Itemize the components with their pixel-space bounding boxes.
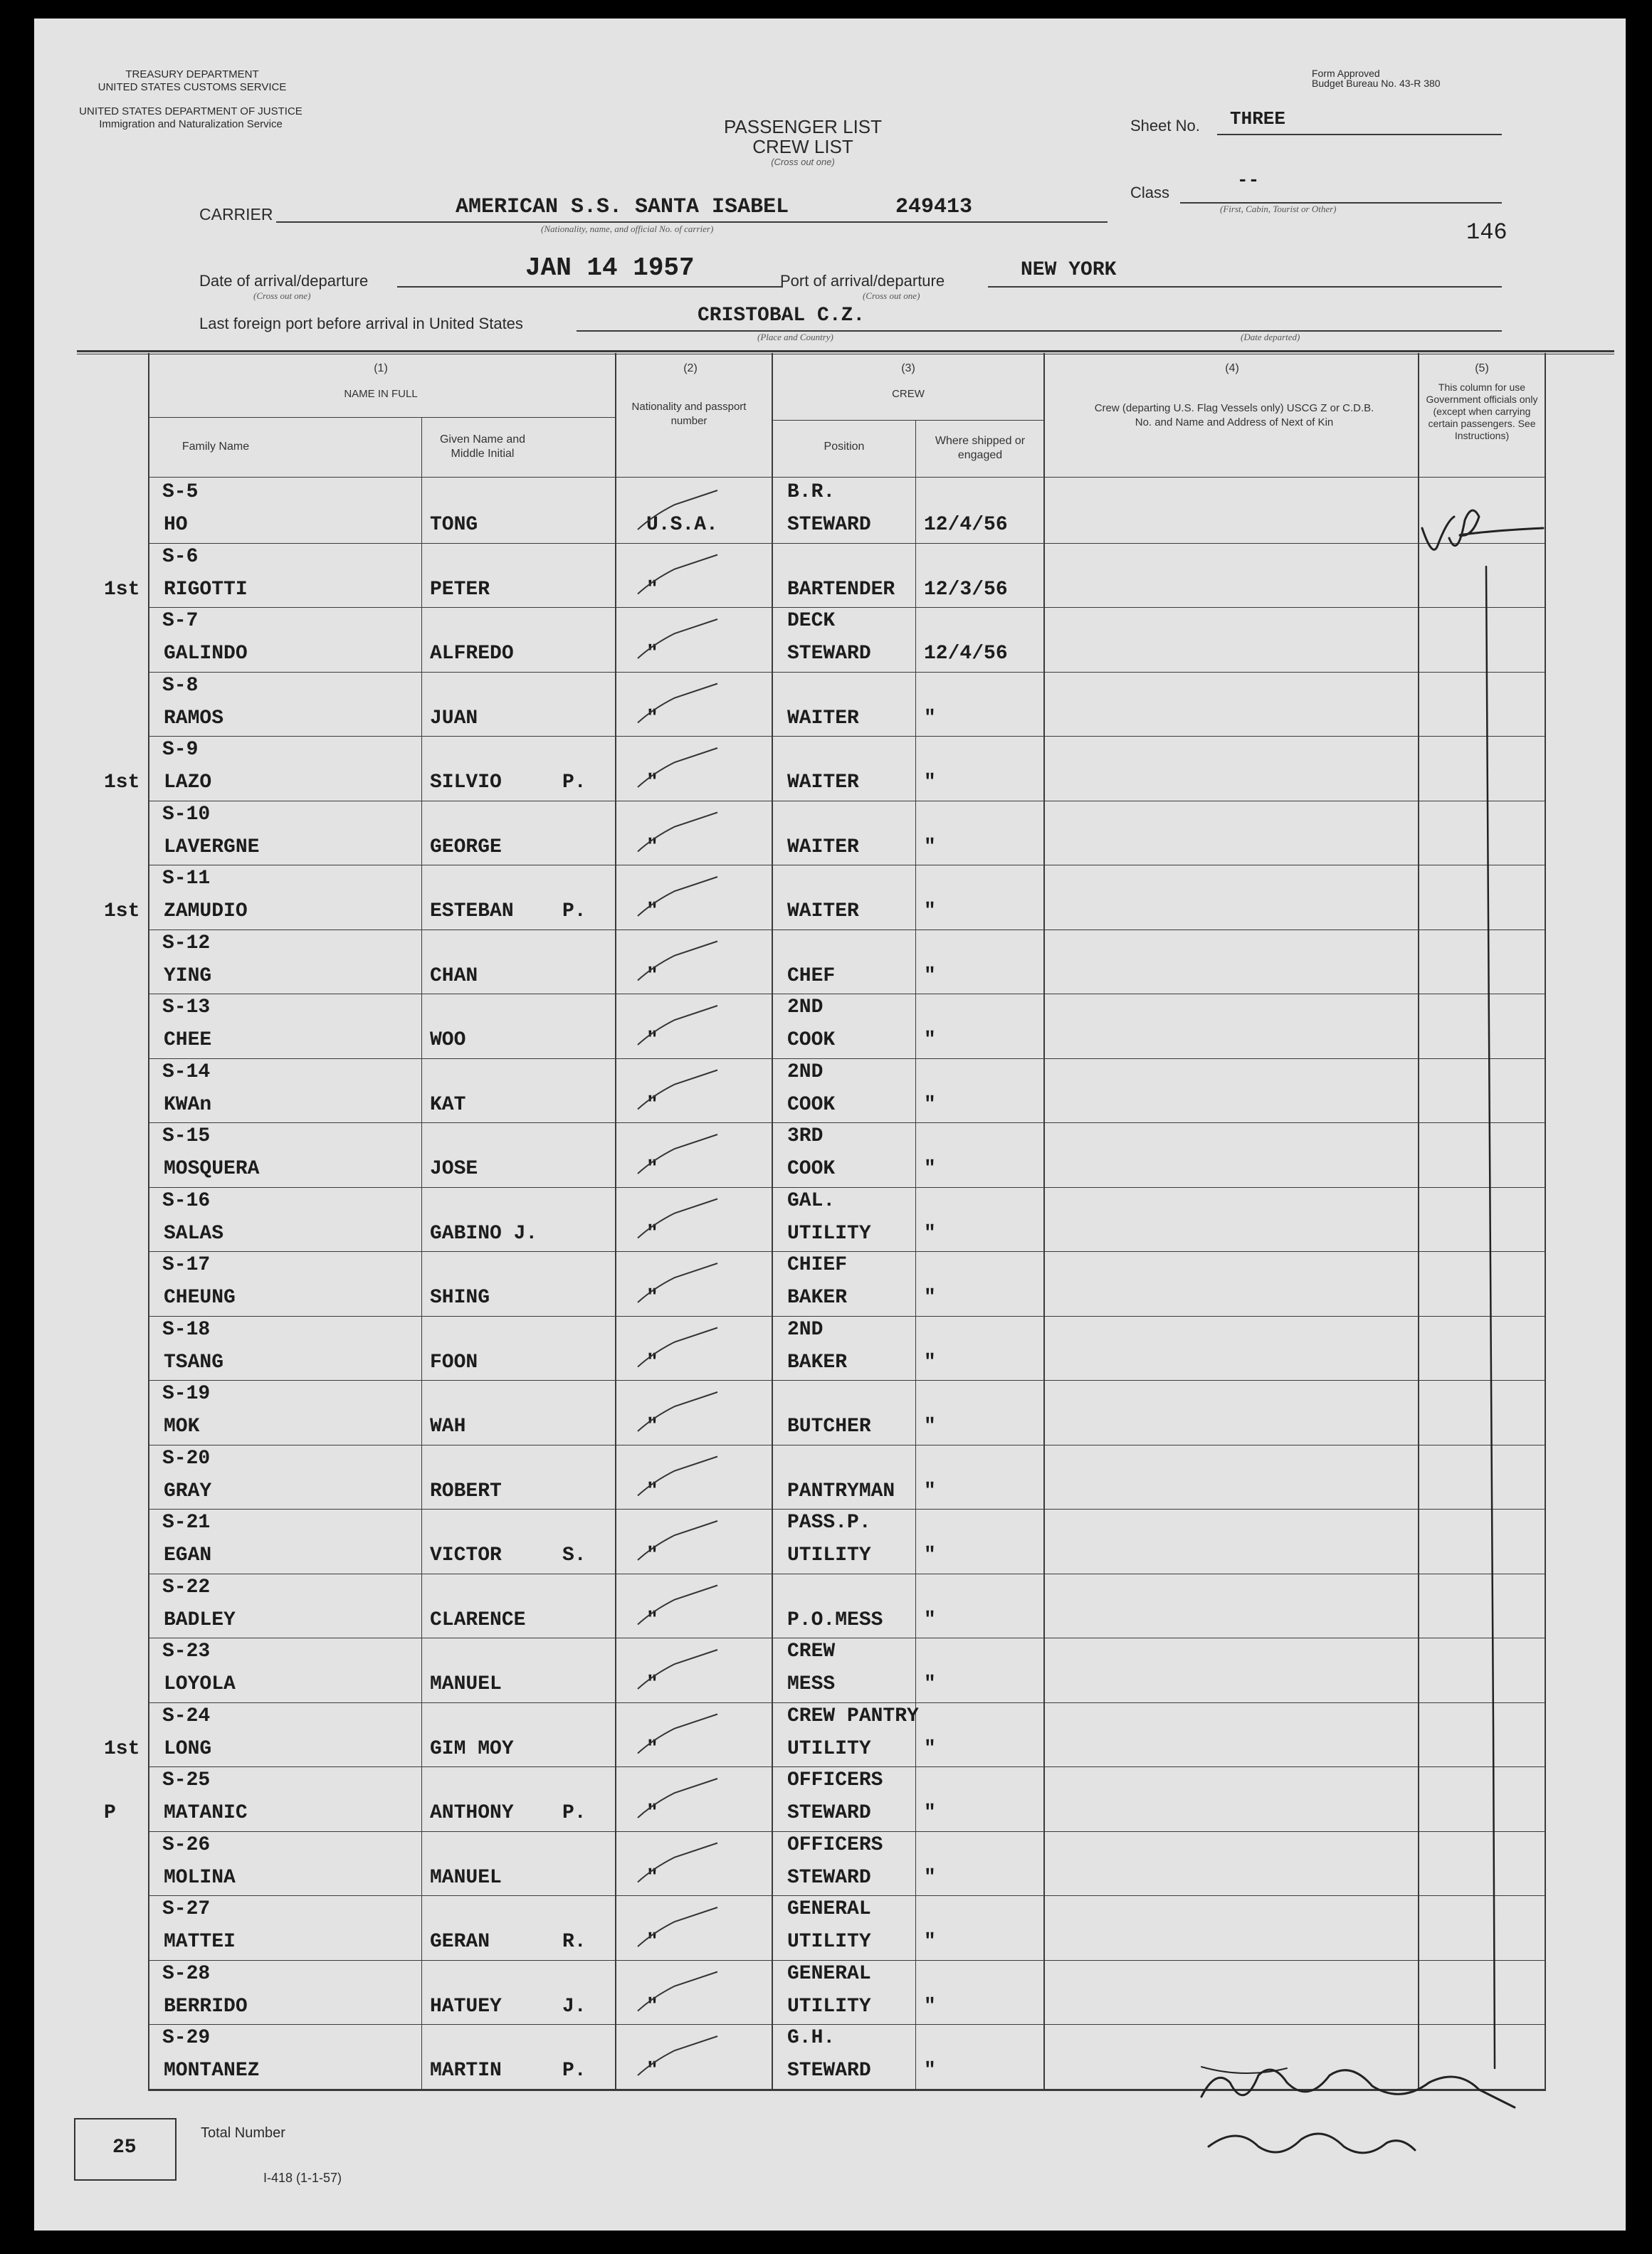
nationality: ": [646, 836, 658, 858]
row-id: S-28: [162, 1962, 211, 1985]
given-name: SHING: [430, 1287, 490, 1309]
place-hint: (Place and Country): [757, 332, 833, 342]
class-value: --: [1237, 169, 1260, 191]
col-where-shipped: Where shipped or engaged: [935, 435, 1026, 461]
total-value: 25: [112, 2137, 137, 2159]
given-name: ROBERT: [430, 1480, 502, 1502]
nationality: ": [646, 964, 658, 987]
row-id: S-18: [162, 1318, 211, 1341]
check-stroke: [638, 1779, 717, 1818]
family-name: KWAn: [164, 1093, 212, 1116]
position-line-2: STEWARD: [787, 514, 871, 536]
class-label: Class: [1130, 184, 1170, 201]
middle-initial: J.: [562, 1995, 586, 2018]
position-line-2: BUTCHER: [787, 1416, 871, 1438]
position-line-2: WAITER: [787, 900, 859, 922]
check-stroke: [638, 2036, 717, 2075]
given-name: HATUEY: [430, 1995, 502, 2018]
signature-line-1: [1201, 2070, 1515, 2107]
family-name: CHEUNG: [164, 1287, 236, 1309]
family-name: MATTEI: [164, 1931, 236, 1953]
where-shipped: ": [924, 1866, 936, 1889]
check-stroke: [638, 748, 717, 787]
check-stroke: [638, 1907, 717, 1947]
where-shipped: ": [924, 1673, 936, 1695]
nationality: ": [646, 2060, 658, 2082]
row-id: S-11: [162, 868, 211, 890]
given-name: MARTIN: [430, 2060, 502, 2082]
nationality: ": [646, 1287, 658, 1309]
check-stroke: [638, 1843, 717, 1882]
where-shipped: ": [924, 1931, 936, 1953]
row-id: S-7: [162, 610, 199, 632]
nationality: ": [646, 1351, 658, 1374]
given-name: KAT: [430, 1093, 466, 1116]
check-stroke: [638, 1006, 717, 1045]
where-shipped: ": [924, 1544, 936, 1566]
customs-label: UNITED STATES CUSTOMS SERVICE: [98, 81, 287, 93]
treasury-label: TREASURY DEPARTMENT: [125, 68, 259, 80]
family-name: SALAS: [164, 1222, 224, 1245]
given-name: SILVIO: [430, 771, 502, 794]
where-shipped: 12/4/56: [924, 514, 1008, 536]
given-name: WOO: [430, 1029, 466, 1051]
row-id: S-13: [162, 996, 211, 1018]
middle-initial: S.: [562, 1544, 586, 1566]
col4-title: Crew (departing U.S. Flag Vessels only) USCG Z or C.D.B. No. and Name and Address of Next of Kin: [1094, 402, 1374, 428]
title-cross-hint: (Cross out one): [771, 157, 835, 167]
given-name: PETER: [430, 578, 490, 601]
nationality: ": [646, 1673, 658, 1695]
given-name: MANUEL: [430, 1673, 502, 1695]
nationality: ": [646, 578, 658, 601]
port-value: NEW YORK: [1021, 259, 1117, 281]
given-name: ESTEBAN: [430, 900, 514, 922]
where-shipped: ": [924, 1158, 936, 1180]
sheet-label: Sheet No.: [1130, 117, 1200, 135]
col-position: Position: [824, 441, 865, 453]
date-departed-hint: (Date departed): [1241, 332, 1300, 342]
position-line-2: CHEF: [787, 964, 836, 987]
given-name: GIM MOY: [430, 1737, 514, 1760]
where-shipped: ": [924, 900, 936, 922]
nationality: ": [646, 1222, 658, 1245]
port-label: Port of arrival/departure: [780, 272, 945, 290]
row-id: S-16: [162, 1189, 211, 1212]
check-stroke: [638, 942, 717, 981]
nationality: ": [646, 1093, 658, 1116]
where-shipped: ": [924, 707, 936, 730]
middle-initial: P.: [562, 1802, 586, 1824]
given-name: GABINO J.: [430, 1222, 538, 1245]
where-shipped: ": [924, 836, 936, 858]
row-id: S-19: [162, 1383, 211, 1405]
family-name: BERRIDO: [164, 1995, 248, 2018]
middle-initial: P.: [562, 2060, 586, 2082]
date-label: Date of arrival/departure: [199, 272, 369, 290]
nationality: ": [646, 1802, 658, 1824]
position-line-2: UTILITY: [787, 1737, 871, 1760]
given-name: TONG: [430, 514, 478, 536]
middle-initial: P.: [562, 900, 586, 922]
position-line-2: MESS: [787, 1673, 836, 1695]
row-id: S-21: [162, 1512, 211, 1534]
nationality: ": [646, 643, 658, 665]
position-line-1: CHIEF: [787, 1254, 848, 1276]
row-id: S-27: [162, 1898, 211, 1920]
position-line-1: B.R.: [787, 481, 836, 503]
family-name: GRAY: [164, 1480, 212, 1502]
form-id: I-418 (1-1-57): [263, 2171, 342, 2185]
family-name: MOLINA: [164, 1866, 236, 1889]
col4-num: (4): [1225, 362, 1239, 374]
col3-title: CREW: [892, 388, 925, 400]
row-id: S-29: [162, 2027, 211, 2049]
col-given-name: Given Name and Middle Initial: [439, 433, 526, 460]
family-name: ZAMUDIO: [164, 900, 248, 922]
col-family-name: Family Name: [181, 441, 250, 453]
row-mark: 1st: [104, 1737, 140, 1760]
check-stroke: [638, 490, 717, 530]
family-name: LAVERGNE: [164, 836, 260, 858]
where-shipped: ": [924, 1351, 936, 1374]
check-stroke: [638, 813, 717, 852]
row-id: S-25: [162, 1769, 211, 1791]
carrier-hint: (Nationality, name, and official No. of carrier): [541, 223, 714, 234]
row-mark: 1st: [104, 578, 140, 601]
nationality: ": [646, 1866, 658, 1889]
crew-list-document: [34, 19, 1626, 2231]
position-line-2: UTILITY: [787, 1544, 871, 1566]
position-line-2: COOK: [787, 1158, 836, 1180]
nationality: ": [646, 1737, 658, 1760]
where-shipped: ": [924, 1287, 936, 1309]
family-name: TSANG: [164, 1351, 224, 1374]
check-stroke: [638, 1392, 717, 1431]
position-line-2: BAKER: [787, 1287, 848, 1309]
check-stroke: [638, 555, 717, 594]
where-shipped: 12/4/56: [924, 643, 1008, 665]
nationality: ": [646, 1608, 658, 1631]
check-stroke: [638, 1972, 717, 2011]
row-mark: 1st: [104, 771, 140, 794]
col5-title: This column for use Government officials only (except when carrying certain passengers. See Instructions): [1426, 381, 1538, 441]
position-line-2: PANTRYMAN: [787, 1480, 895, 1502]
position-line-1: 2ND: [787, 1060, 824, 1083]
position-line-1: GAL.: [787, 1189, 836, 1212]
signature-line-2: [1209, 2134, 1415, 2153]
carrier-value: AMERICAN S.S. SANTA ISABEL: [456, 195, 789, 219]
family-name: LAZO: [164, 771, 212, 794]
official-vertical-ditto: [1486, 567, 1495, 2068]
check-stroke: [638, 1715, 717, 1754]
position-line-2: BAKER: [787, 1351, 848, 1374]
where-shipped: ": [924, 771, 936, 794]
where-shipped: ": [924, 1737, 936, 1760]
date-cross-hint: (Cross out one): [253, 290, 311, 301]
carrier-label: CARRIER: [199, 205, 273, 223]
position-line-2: BARTENDER: [787, 578, 895, 601]
given-name: JOSE: [430, 1158, 478, 1180]
last-port-label: Last foreign port before arrival in United States: [199, 315, 523, 332]
given-name: FOON: [430, 1351, 478, 1374]
check-stroke: [638, 684, 717, 723]
row-id: S-15: [162, 1125, 211, 1147]
family-name: MONTANEZ: [164, 2060, 260, 2082]
nationality: ": [646, 900, 658, 922]
check-stroke: [638, 1586, 717, 1625]
middle-initial: R.: [562, 1931, 586, 1953]
middle-initial: P.: [562, 771, 586, 794]
nationality: ": [646, 1931, 658, 1953]
check-stroke: [638, 1070, 717, 1110]
family-name: MOSQUERA: [164, 1158, 260, 1180]
position-line-2: UTILITY: [787, 1931, 871, 1953]
nationality: ": [646, 1158, 658, 1180]
port-cross-hint: (Cross out one): [863, 290, 920, 301]
position-line-1: 3RD: [787, 1125, 824, 1147]
where-shipped: ": [924, 1802, 936, 1824]
row-id: S-5: [162, 481, 199, 503]
position-line-2: P.O.MESS: [787, 1608, 883, 1631]
position-line-1: GENERAL: [787, 1962, 871, 1985]
nationality: ": [646, 771, 658, 794]
family-name: BADLEY: [164, 1608, 236, 1631]
given-name: ALFREDO: [430, 643, 514, 665]
position-line-1: 2ND: [787, 996, 824, 1018]
family-name: LONG: [164, 1737, 212, 1760]
given-name: ANTHONY: [430, 1802, 514, 1824]
check-stroke: [638, 1328, 717, 1367]
ins-label: Immigration and Naturalization Service: [99, 118, 283, 130]
where-shipped: ": [924, 964, 936, 987]
nationality: ": [646, 1544, 658, 1566]
row-id: S-14: [162, 1060, 211, 1083]
col1-title: NAME IN FULL: [344, 388, 418, 400]
check-stroke: [638, 1134, 717, 1174]
col2-num: (2): [683, 362, 698, 374]
official-initials-mark: [1422, 510, 1543, 549]
col1-num: (1): [374, 362, 388, 374]
where-shipped: 12/3/56: [924, 578, 1008, 601]
given-name: JUAN: [430, 707, 478, 730]
position-line-1: G.H.: [787, 2027, 836, 2049]
position-line-1: CREW: [787, 1641, 836, 1663]
where-shipped: ": [924, 1480, 936, 1502]
position-line-2: WAITER: [787, 707, 859, 730]
handwriting-overlay: [34, 19, 1626, 2231]
nationality: ": [646, 1416, 658, 1438]
row-mark: P: [104, 1802, 116, 1824]
row-id: S-17: [162, 1254, 211, 1276]
nationality: ": [646, 1480, 658, 1502]
check-stroke: [638, 877, 717, 916]
position-line-2: COOK: [787, 1093, 836, 1116]
sheet-value: THREE: [1230, 108, 1286, 130]
row-mark: 1st: [104, 900, 140, 922]
row-id: S-8: [162, 674, 199, 697]
position-line-2: STEWARD: [787, 2060, 871, 2082]
given-name: WAH: [430, 1416, 466, 1438]
where-shipped: ": [924, 1029, 936, 1051]
given-name: CLARENCE: [430, 1608, 526, 1631]
family-name: GALINDO: [164, 643, 248, 665]
date-value: JAN 14 1957: [525, 253, 695, 283]
family-name: CHEE: [164, 1029, 212, 1051]
nationality: ": [646, 1995, 658, 2018]
row-id: S-10: [162, 803, 211, 826]
given-name: CHAN: [430, 964, 478, 987]
position-line-1: CREW PANTRY: [787, 1705, 919, 1727]
where-shipped: ": [924, 2060, 936, 2082]
nationality: ": [646, 707, 658, 730]
where-shipped: ": [924, 1608, 936, 1631]
title-passenger: PASSENGER LIST: [723, 116, 883, 137]
family-name: MOK: [164, 1416, 200, 1438]
family-name: RIGOTTI: [164, 578, 248, 601]
title-crew: CREW LIST: [752, 136, 853, 157]
last-port-value: CRISTOBAL C.Z.: [698, 305, 866, 327]
position-line-2: WAITER: [787, 771, 859, 794]
col2-title: Nationality and passport number: [631, 401, 747, 427]
check-stroke: [638, 619, 717, 658]
where-shipped: ": [924, 1222, 936, 1245]
check-stroke: [638, 1457, 717, 1496]
nationality: U.S.A.: [646, 514, 718, 536]
family-name: EGAN: [164, 1544, 212, 1566]
where-shipped: ": [924, 1093, 936, 1116]
budget-number: Budget Bureau No. 43-R 380: [1312, 78, 1441, 89]
position-line-1: GENERAL: [787, 1898, 871, 1920]
nationality: ": [646, 1029, 658, 1051]
given-name: MANUEL: [430, 1866, 502, 1889]
given-name: GEORGE: [430, 836, 502, 858]
position-line-2: COOK: [787, 1029, 836, 1051]
position-line-1: OFFICERS: [787, 1769, 883, 1791]
given-name: VICTOR: [430, 1544, 502, 1566]
position-line-2: STEWARD: [787, 643, 871, 665]
where-shipped: ": [924, 1416, 936, 1438]
row-id: S-26: [162, 1833, 211, 1856]
position-line-1: DECK: [787, 610, 836, 632]
justice-label: UNITED STATES DEPARTMENT OF JUSTICE: [79, 105, 302, 117]
row-id: S-23: [162, 1641, 211, 1663]
position-line-2: STEWARD: [787, 1802, 871, 1824]
row-id: S-22: [162, 1576, 211, 1599]
carrier-number: 249413: [895, 195, 973, 219]
check-stroke: [638, 1199, 717, 1238]
position-line-2: WAITER: [787, 836, 859, 858]
check-stroke: [638, 1263, 717, 1302]
col5-num: (5): [1475, 362, 1489, 374]
position-line-1: OFFICERS: [787, 1833, 883, 1856]
row-id: S-24: [162, 1705, 211, 1727]
family-name: YING: [164, 964, 212, 987]
row-id: S-12: [162, 932, 211, 954]
family-name: RAMOS: [164, 707, 224, 730]
where-shipped: ": [924, 1995, 936, 2018]
col3-num: (3): [901, 362, 915, 374]
family-name: HO: [164, 514, 188, 536]
given-name: GERAN: [430, 1931, 490, 1953]
form-approved: Form Approved: [1312, 68, 1380, 79]
position-line-1: PASS.P.: [787, 1512, 871, 1534]
family-name: MATANIC: [164, 1802, 248, 1824]
family-name: LOYOLA: [164, 1673, 236, 1695]
row-id: S-6: [162, 545, 199, 568]
position-line-2: STEWARD: [787, 1866, 871, 1889]
position-line-1: 2ND: [787, 1318, 824, 1341]
page-number: 146: [1466, 219, 1508, 246]
check-stroke: [638, 1650, 717, 1689]
position-line-2: UTILITY: [787, 1222, 871, 1245]
check-stroke: [638, 1521, 717, 1560]
class-hint: (First, Cabin, Tourist or Other): [1220, 204, 1337, 214]
position-line-2: UTILITY: [787, 1995, 871, 2018]
row-id: S-20: [162, 1447, 211, 1470]
total-label: Total Number: [201, 2125, 285, 2141]
row-id: S-9: [162, 739, 199, 761]
